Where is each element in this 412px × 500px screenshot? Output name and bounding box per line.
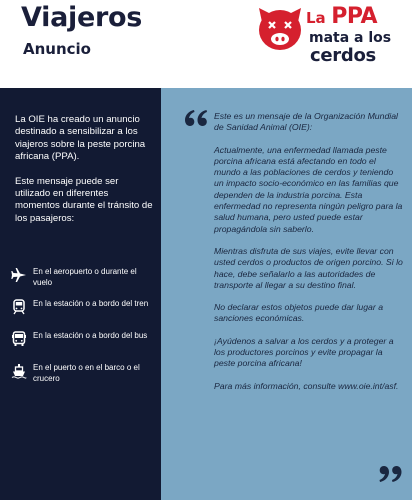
right-panel: [161, 88, 412, 500]
list-item-airport: [8, 266, 158, 298]
airplane-icon: [11, 267, 27, 283]
ship-icon: [11, 363, 27, 379]
logo-line-2: mata a los: [309, 30, 392, 46]
train-icon: [11, 299, 27, 315]
list-item-port: [8, 362, 158, 394]
oie-message: [214, 111, 404, 403]
close-quote-icon: [379, 464, 403, 484]
message-paragraph: No declarar estos objetos puede dar lugar a sanciones económicas.: [214, 302, 384, 324]
pig-icon: [254, 4, 306, 54]
intro-paragraph: La OIE ha creado un anuncio destinado a sensibilizar a los viajeros sobre la peste porcina africana (PPA).: [15, 114, 146, 163]
bus-icon: [11, 331, 27, 347]
list-item-label: En el aeropuerto o durante el vuelo: [33, 267, 137, 287]
page-subtitle: Anuncio: [23, 40, 91, 58]
page-title: Viajeros: [21, 2, 142, 33]
logo-line-1: La PPA: [306, 4, 378, 29]
transport-modes-list: [8, 266, 158, 394]
intro-text: [15, 114, 155, 237]
message-paragraph: Actualmente, una enfermedad llamada peste porcina africana está afectando en todo el mundo a las poblaciones de cerdos y teniendo un impacto socio-económico en las familias que dependen de la industria porcina. Esta enfermedad no representa ningún peligro para la salud humana, pero usted puede estar propagándola sin saberlo.: [214, 144, 403, 234]
message-paragraph: Para más información, consulte www.oie.int/asf.: [214, 380, 399, 391]
left-panel: [0, 88, 161, 500]
list-item-bus: [8, 330, 158, 362]
intro-paragraph: Este mensaje puede ser utilizado en diferentes momentos durante el tránsito de los pasajeros:: [15, 175, 153, 224]
list-item-label: En el puerto o en el barco o el crucero: [33, 363, 140, 383]
campaign-logo: [254, 4, 404, 66]
logo-line-3: cerdos: [310, 45, 376, 66]
message-paragraph: Este es un mensaje de la Organización Mundial de Sanidad Animal (OIE):: [214, 111, 398, 133]
message-paragraph: ¡Ayúdenos a salvar a los cerdos y a proteger a los productores porcinos y evite propagar la peste porcina africana!: [214, 335, 394, 369]
list-item-label: En la estación o a bordo del tren: [33, 299, 149, 308]
list-item-train: [8, 298, 158, 330]
open-quote-icon: [184, 108, 208, 128]
header: [0, 0, 412, 88]
message-paragraph: Mientras disfruta de sus viajes, evite llevar con usted cerdos o productos de origen porcino. Si lo hace, debe señalarlo a las autoridades de transporte al llegar a su destino final.: [214, 245, 403, 290]
list-item-label: En la estación o a bordo del bus: [33, 331, 148, 340]
